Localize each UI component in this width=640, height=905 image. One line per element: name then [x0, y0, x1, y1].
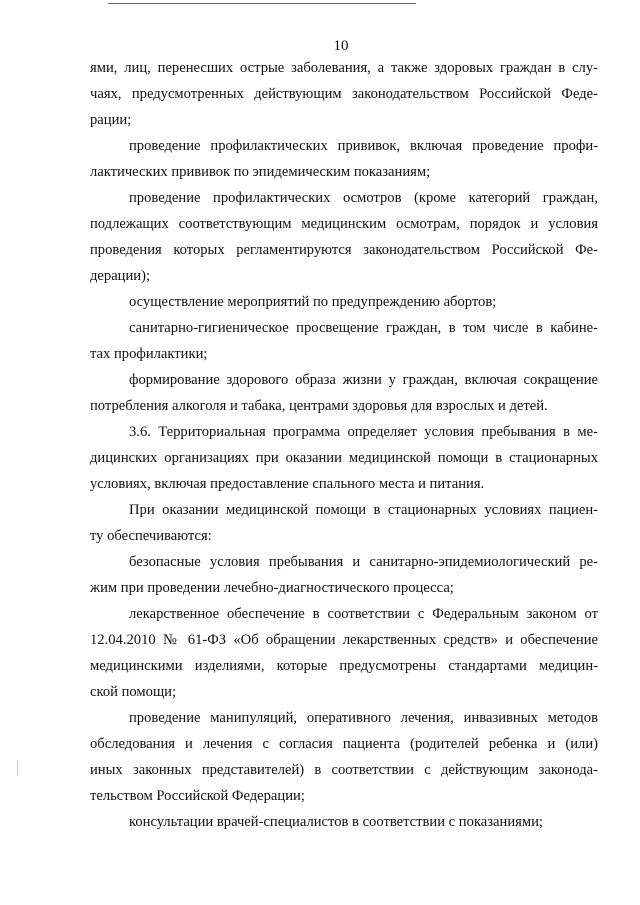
text-line: При оказании медицинской помощи в стационарных условиях пациен-	[129, 502, 598, 518]
text-line: условиях, включая предоставление спального места и питания.	[90, 476, 485, 492]
text-line: безопасные условия пребывания и санитарно-эпидемиологический ре-	[129, 554, 598, 570]
text-line: 12.04.2010 № 61-ФЗ «Об обращении лекарственных средств» и обеспечение	[90, 632, 598, 648]
text-line: ями, лиц, перенесших острые заболевания, а также здоровых граждан в слу-	[90, 60, 598, 76]
text-line: медицинскими изделиями, которые предусмотрены стандартами медицин-	[90, 658, 598, 674]
text-line: осуществление мероприятий по предупреждению абортов;	[129, 294, 497, 310]
text-line: дерации);	[90, 268, 151, 284]
text-line: потребления алкоголя и табака, центрами здоровья для взрослых и детей.	[90, 398, 548, 414]
text-line: санитарно-гигиеническое просвещение граждан, в том числе в кабине-	[129, 320, 598, 336]
scan-margin-mark	[17, 760, 18, 776]
text-line: ту обеспечиваются:	[90, 528, 212, 544]
text-line: чаях, предусмотренных действующим законодательством Российской Феде-	[90, 86, 598, 102]
text-line: лактических прививок по эпидемическим показаниям;	[90, 164, 431, 180]
text-line: тах профилактики;	[90, 346, 208, 362]
text-line: обследования и лечения с согласия пациента (родителей ребенка и (или)	[90, 736, 598, 752]
text-line: жим при проведении лечебно-диагностического процесса;	[90, 580, 454, 596]
text-line: ской помощи;	[90, 684, 177, 700]
text-line: лекарственное обеспечение в соответствии с Федеральным законом от	[129, 606, 598, 622]
text-line: тельством Российской Федерации;	[90, 788, 305, 804]
text-line: рации;	[90, 112, 132, 128]
text-line: проведение профилактических осмотров (кроме категорий граждан,	[129, 190, 598, 206]
text-line: проведение профилактических прививок, включая проведение профи-	[129, 138, 598, 154]
text-line: консультации врачей-специалистов в соответствии с показаниями;	[129, 814, 543, 830]
text-line: формирование здорового образа жизни у граждан, включая сокращение	[129, 372, 598, 388]
text-line: проведение манипуляций, оперативного лечения, инвазивных методов	[129, 710, 598, 726]
text-line: 3.6. Территориальная программа определяет условия пребывания в ме-	[129, 424, 598, 440]
text-line: проведения которых регламентируются законодательством Российской Фе-	[90, 242, 598, 258]
text-line: иных законных представителей) в соответствии с действующим законода-	[90, 762, 598, 778]
text-line: подлежащих соответствующим медицинским осмотрам, порядок и условия	[90, 216, 598, 232]
top-rule	[108, 3, 416, 4]
text-line: дицинских организациях при оказании медицинской помощи в стационарных	[90, 450, 598, 466]
page-number: 10	[333, 38, 349, 54]
